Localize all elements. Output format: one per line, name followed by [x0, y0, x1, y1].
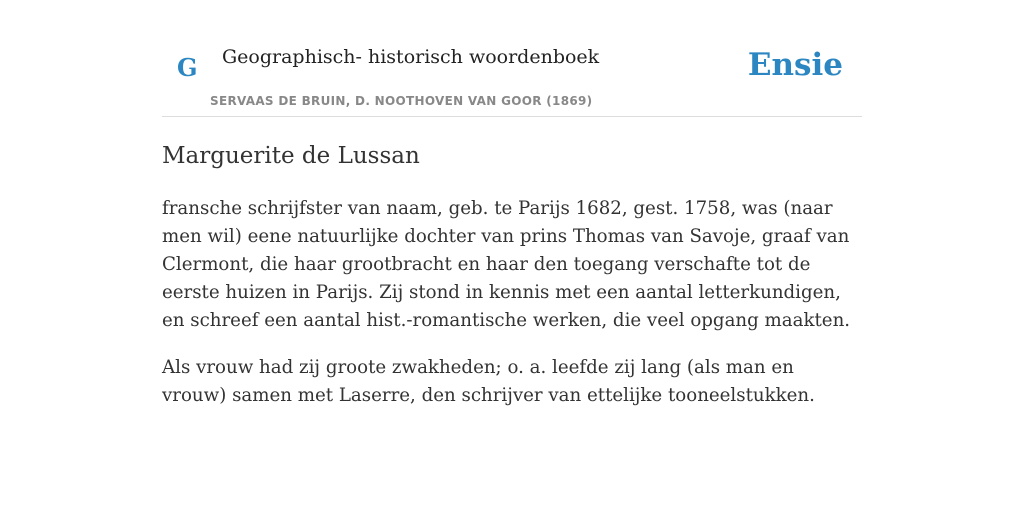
entry-paragraph: fransche schrijfster van naam, geb. te Parijs 1682, gest. 1758, was (naar men wil) eene natuurlijke dochter van prins Thomas van Savoje, graaf van Clermont, die haar grootbracht en haar den toegang verschafte tot de eerste huizen in Parijs. Zij stond in kennis met een aantal letterkundigen, en schreef een aantal hist.-romantische werken, die veel opgang maakten. — [162, 197, 851, 331]
book-initial-icon[interactable]: G — [177, 53, 198, 82]
entry-title: Marguerite de Lussan — [162, 143, 420, 169]
page-container — [162, 0, 862, 410]
book-header — [162, 0, 862, 117]
book-title-link[interactable]: Geographisch- historisch woordenboek — [222, 46, 600, 68]
entry-paragraph: Als vrouw had zij groote zwakheden; o. a. leefde zij lang (als man en vrouw) samen met Laserre, den schrijver van ettelijke tooneelstukken. — [162, 356, 815, 406]
ensie-logo-link[interactable]: Ensie — [747, 47, 843, 83]
book-authors: SERVAAS DE BRUIN, D. NOOTHOVEN VAN GOOR (1869) — [210, 94, 593, 108]
